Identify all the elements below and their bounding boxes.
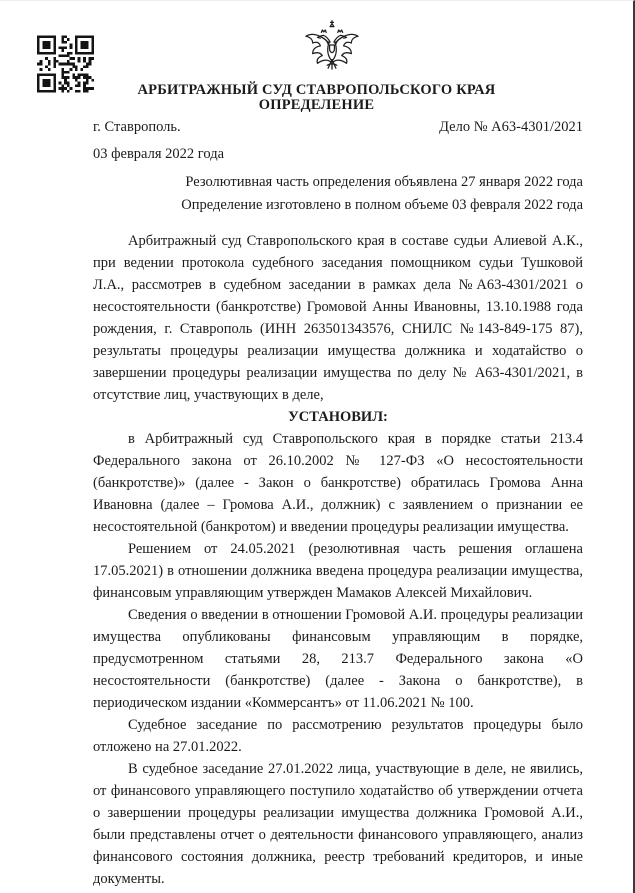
city-label: г. Ставрополь.: [93, 119, 181, 135]
qr-code: [37, 34, 94, 94]
document-type-title: ОПРЕДЕЛЕНИЕ: [258, 97, 375, 113]
russia-coat-of-arms-icon: [303, 15, 361, 73]
body-paragraph-3: Сведения о введении в отношении Громовой А.И. процедуры реализации имущества опубликованы финансовым управляющим в порядке, предусмотренном статьями 28, 213.7 Федерального закона «О несостоятельности (банкротстве) (далее - Закона о банкротстве), в периодическом издании «Коммерсантъ» от 11.06.2021 № 100.: [93, 607, 583, 711]
court-name: АРБИТРАЖНЫЙ СУД СТАВРОПОЛЬСКОГО КРАЯ: [137, 82, 496, 98]
document-date: 03 февраля 2022 года: [93, 146, 225, 162]
established-heading: УСТАНОВИЛ:: [288, 409, 388, 425]
intro-paragraph: Арбитражный суд Ставропольского края в составе судьи Алиевой А.К., при ведении протокола судебного заседания помощником судьи Тушковой Л.А., рассмотрев в судебном заседании в рамках дела №А63-4301/2021 о несостоятельности (банкротстве) Громовой Анны Ивановны, 13.10.1988 года рождения, г. Ставрополь (ИНН 263501343576, СНИЛС №143-849-175 87), результаты процедуры реализации имущества должника и ходатайство о завершении процедуры реализации имущества по делу № А63-4301/2021, в отсутствие лиц, участвующих в деле,: [93, 233, 583, 403]
body-paragraph-1: в Арбитражный суд Ставропольского края в порядке статьи 213.4 Федерального закона от 26.10.2002 № 127-ФЗ «О несостоятельности (банкротстве)» (далее - Закон о банкротстве) обратилась Громова Анна Ивановна (далее – Громова А.И., должник) с заявлением о признании ее несостоятельной (банкротом) и введении процедуры реализации имущества.: [93, 431, 583, 535]
case-row: [93, 120, 583, 135]
announcement-lines: [93, 171, 583, 217]
body-paragraph-2: Решением от 24.05.2021 (резолютивная часть решения оглашена 17.05.2021) в отношении должника введена процедура реализации имущества, финансовым управляющим утвержден Мамаков Алексей Михайлович.: [93, 541, 583, 601]
resolutive-part-announced-line: Резолютивная часть определения объявлена 27 января 2022 года: [185, 174, 583, 190]
made-in-full-line: Определение изготовлено в полном объеме 03 февраля 2022 года: [181, 197, 583, 213]
document-body: [93, 230, 583, 890]
body-paragraph-5: В судебное заседание 27.01.2022 лица, участвующие в деле, не явились, от финансового управляющего поступило ходатайство об утверждении отчета о завершении процедуры реализации имущества должника Громовой А.И., были представлены отчет о деятельности финансового управляющего, анализ финансового состояния должника, реестр требований кредиторов, и иные документы.: [93, 761, 583, 887]
body-paragraph-4: Судебное заседание по рассмотрению результатов процедуры было отложено на 27.01.2022.: [93, 717, 583, 755]
case-number: Дело № А63-4301/2021: [439, 119, 583, 135]
